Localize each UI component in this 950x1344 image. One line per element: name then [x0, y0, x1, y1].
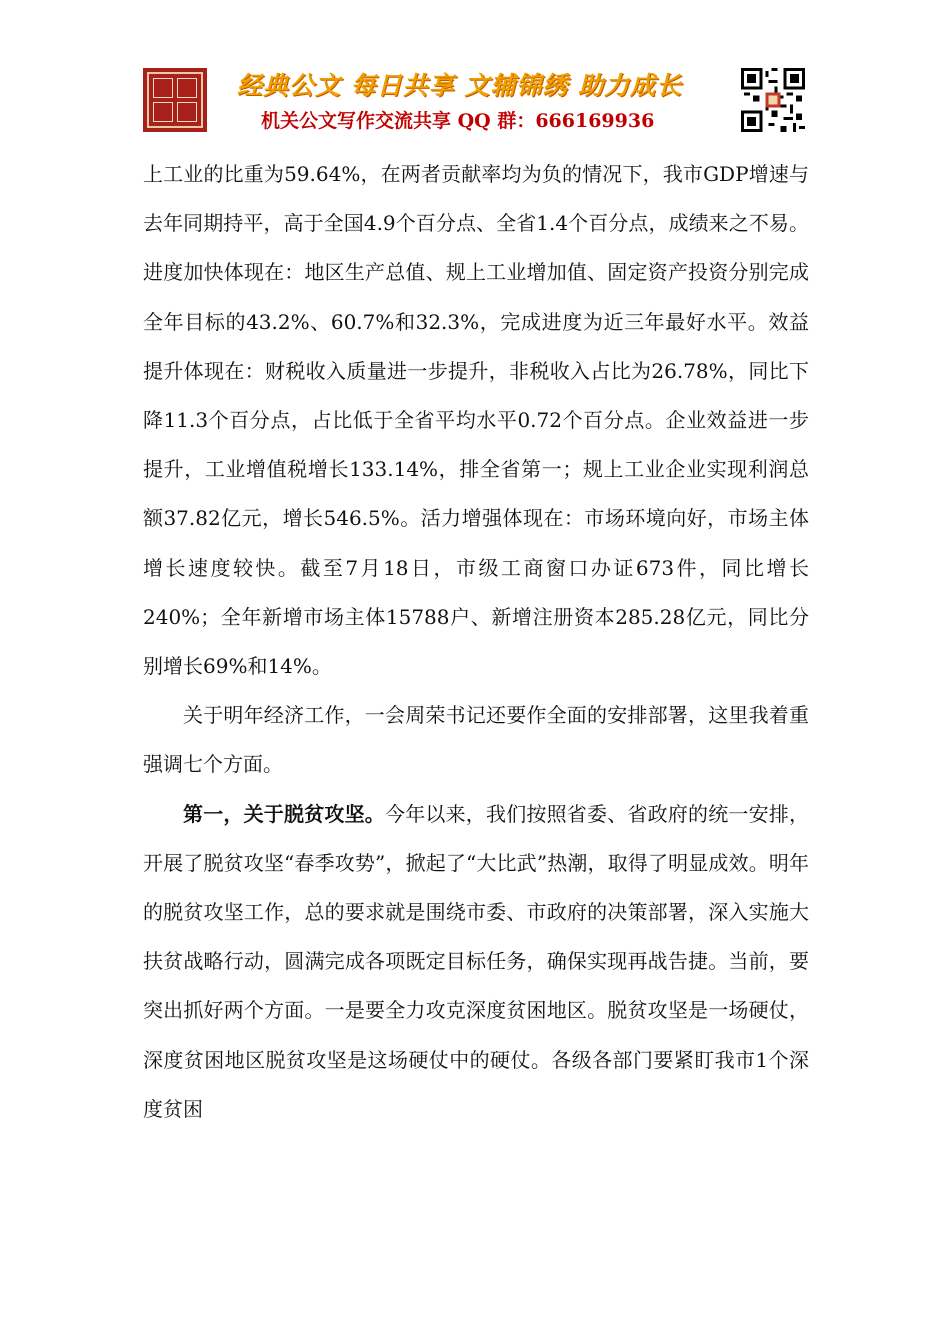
- paragraph-2: 关于明年经济工作，一会周荣书记还要作全面的安排部署，这里我着重强调七个方面。: [143, 703, 809, 777]
- section-heading: 第一，关于脱贫攻坚。: [183, 801, 385, 826]
- header-slogan: 经典公文 每日共享 文辅锦绣 助力成长: [237, 71, 683, 100]
- paragraph-3-text: 今年以来，我们按照省委、省政府的统一安排，开展了脱贫攻坚“春季攻势”，掀起了“大比武”热潮，取得了明显成效。明年的脱贫攻坚工作，总的要求就是围绕市委、市政府的决策部署，深入实施大扶贫战略行动，圆满完成各项既定目标任务，确保实现再战告捷。当前，要突出抓好两个方面。一是要全力攻克深度贫困地区。脱贫攻坚是一场硬仗，深度贫困地区脱贫攻坚是这场硬仗中的硬仗。各级各部门要紧盯我市1个深度贫困: [143, 801, 809, 1121]
- paragraph-3: [143, 790, 809, 1134]
- page-header: [143, 66, 811, 136]
- seal-logo-icon: [143, 68, 207, 132]
- document-body: [143, 150, 809, 1134]
- paragraph-1: 上工业的比重为59.64%，在两者贡献率均为负的情况下，我市GDP增速与去年同期持平，高于全国4.9个百分点、全省1.4个百分点，成绩来之不易。进度加快体现在：地区生产总值、规上工业增加值、固定资产投资分别完成全年目标的43.2%、60.7%和32.3%，完成进度为近三年最好水平。效益提升体现在：财税收入质量进一步提升，非税收入占比为26.78%，同比下降11.3个百分点，占比低于全省平均水平0.72个百分点。企业效益进一步提升，工业增值税增长133.14%，排全省第一；规上工业企业实现利润总额37.82亿元，增长546.5%。活力增强体现在：市场环境向好，市场主体增长速度较快。截至7月18日，市级工商窗口办证673件，同比增长240%；全年新增市场主体15788户、新增注册资本285.28亿元，同比分别增长69%和14%。: [143, 162, 809, 679]
- qr-code-icon: [741, 68, 805, 132]
- header-qq-group: 机关公文写作交流共享 QQ 群：666169936: [261, 110, 655, 132]
